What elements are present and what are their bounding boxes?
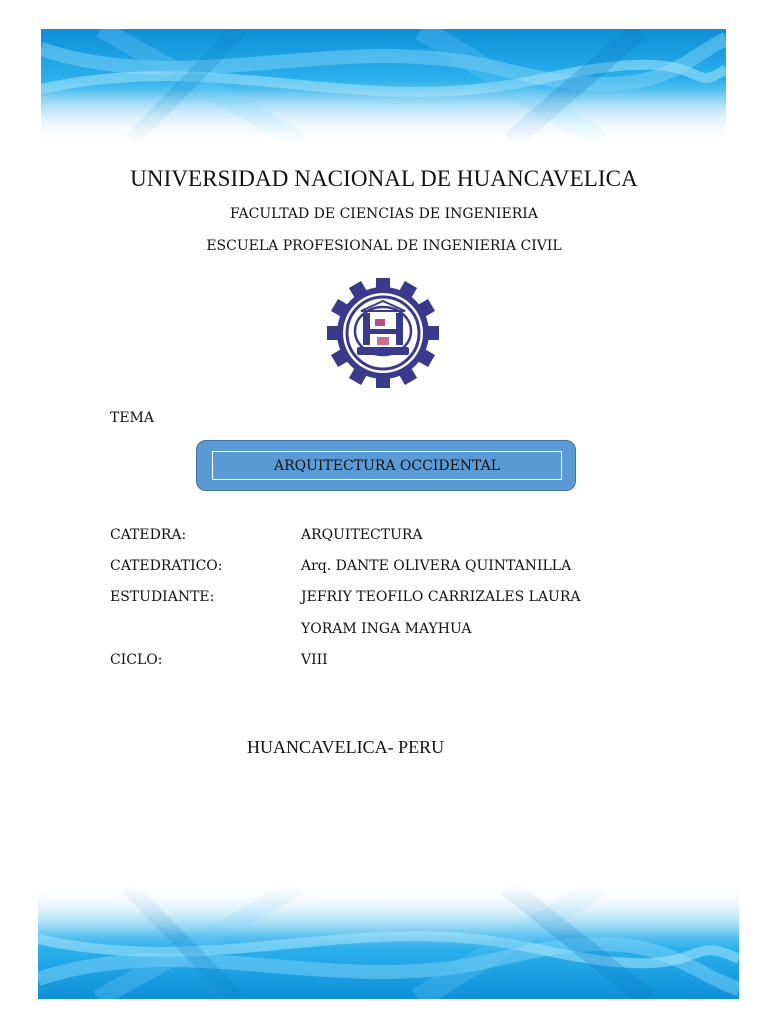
student-name: YORAM INGA MAYHUA [301, 621, 472, 637]
engineering-logo [325, 278, 441, 388]
catedra-value: ARQUITECTURA [301, 527, 423, 543]
ciclo-value: VIII [301, 652, 328, 668]
gear-icon [325, 278, 441, 388]
faculty-name: FACULTAD DE CIENCIAS DE INGENIERIA [230, 206, 538, 222]
university-title: UNIVERSIDAD NACIONAL DE HUANCAVELICA [130, 166, 638, 191]
bottom-banner [38, 887, 739, 999]
catedratico-value: Arq. DANTE OLIVERA QUINTANILLA [301, 558, 572, 574]
catedra-label: CATEDRA: [110, 527, 187, 543]
topic-box [196, 440, 576, 491]
place-text: HUANCAVELICA- PERU [247, 737, 445, 757]
ciclo-label: CICLO: [110, 652, 163, 668]
student-name: JEFRIY TEOFILO CARRIZALES LAURA [301, 589, 581, 605]
school-name: ESCUELA PROFESIONAL DE INGENIERIA CIVIL [206, 238, 562, 254]
estudiante-label: ESTUDIANTE: [110, 589, 215, 605]
topic-title: ARQUITECTURA OCCIDENTAL [212, 451, 562, 480]
catedratico-label: CATEDRATICO: [110, 558, 223, 574]
topic-label: TEMA [110, 410, 155, 426]
top-banner [41, 29, 726, 141]
